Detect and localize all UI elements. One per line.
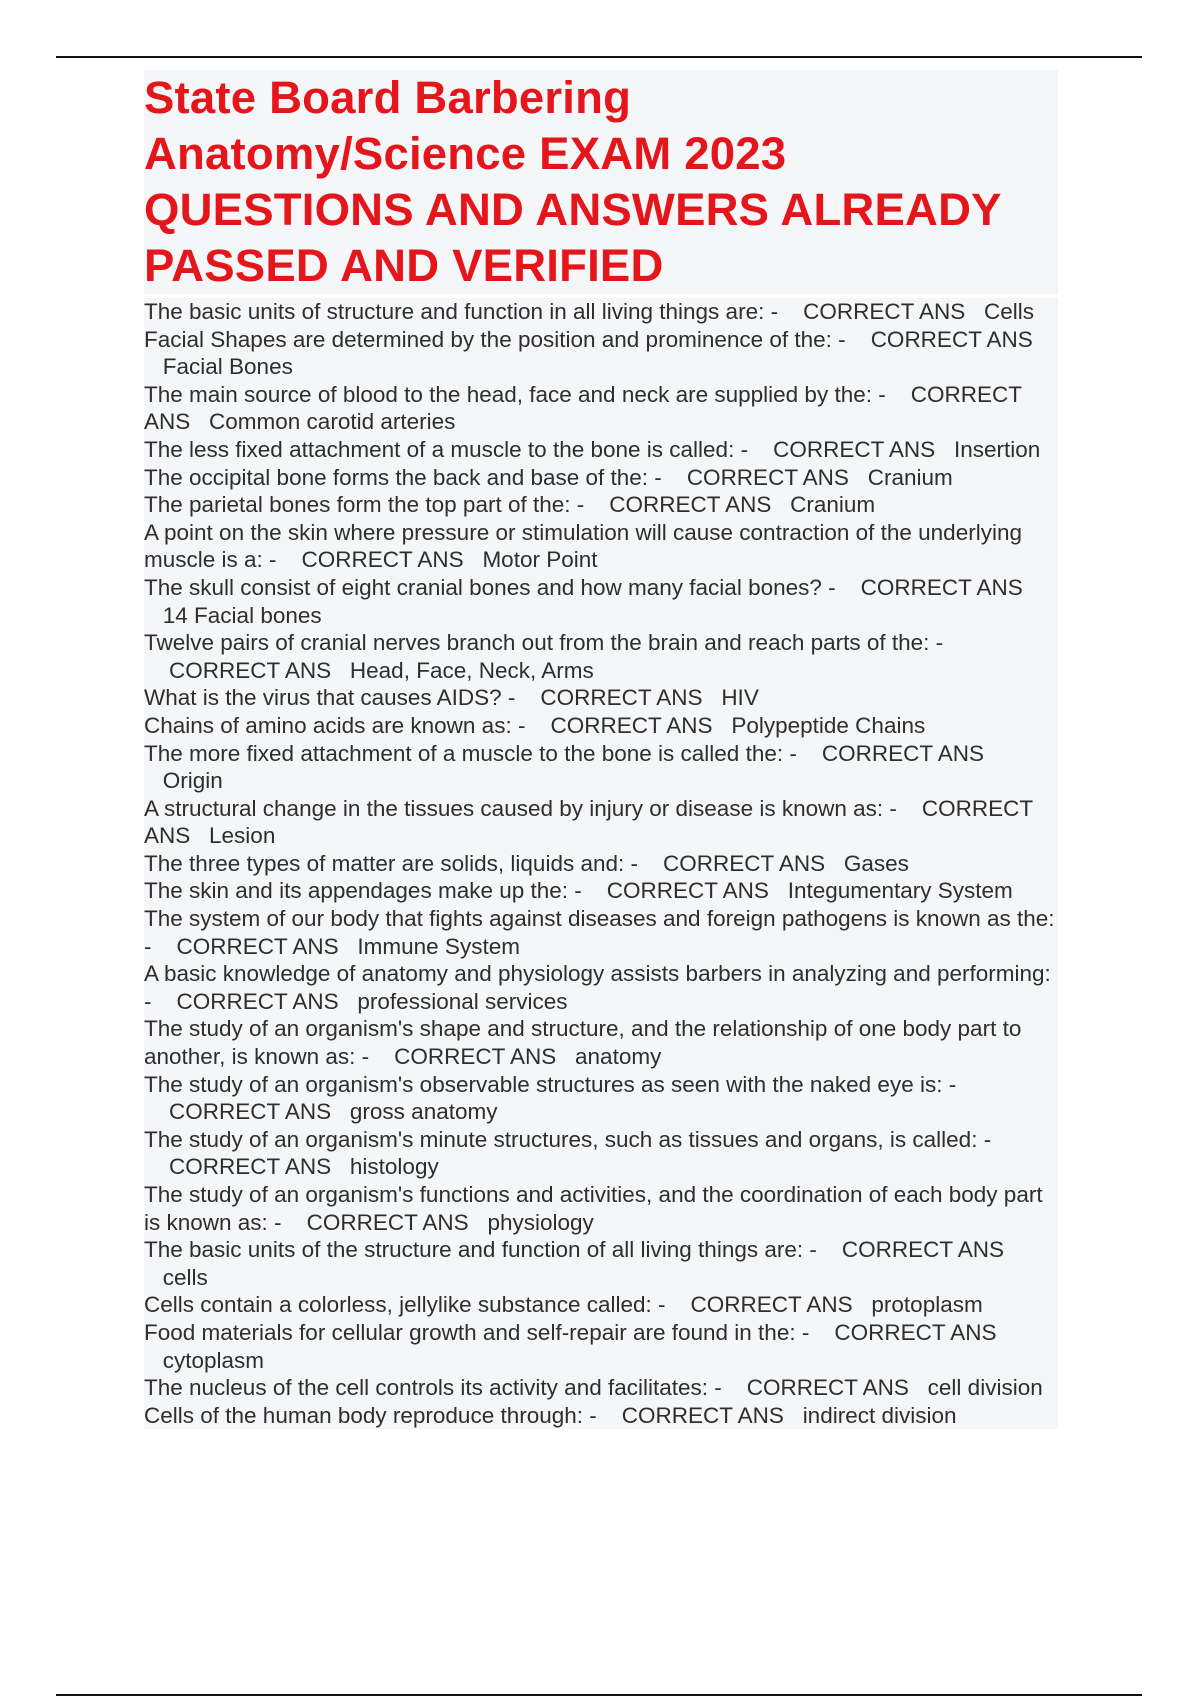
- answer-marker: CORRECT ANS: [394, 1044, 557, 1070]
- question-text: The study of an organism's minute structures, such as tissues and organs, is called: -: [144, 1126, 992, 1152]
- answer-marker: CORRECT ANS: [773, 436, 936, 462]
- answer-text: anatomy: [575, 1044, 662, 1070]
- qa-item: [144, 850, 1058, 878]
- question-text: The skull consist of eight cranial bones and how many facial bones? -: [144, 574, 836, 600]
- question-text: The study of an organism's shape and structure, and the relationship of one body part to another, is known as: -: [144, 1016, 1022, 1070]
- answer-text: Insertion: [953, 436, 1041, 462]
- question-text: The nucleus of the cell controls its activity and facilitates: -: [144, 1375, 722, 1401]
- qa-item: [144, 684, 1058, 712]
- qa-item: [144, 1291, 1058, 1319]
- answer-text: Cells: [983, 299, 1034, 324]
- answer-text: Lesion: [209, 823, 276, 849]
- answer-text: protoplasm: [871, 1292, 983, 1318]
- qa-item: [144, 436, 1058, 464]
- answer-text: gross anatomy: [349, 1099, 498, 1125]
- answer-marker: CORRECT ANS: [663, 850, 826, 876]
- qa-item: [144, 1236, 1058, 1291]
- answer-marker: CORRECT ANS: [144, 795, 1033, 849]
- answer-marker: CORRECT ANS: [169, 657, 332, 683]
- top-rule: [56, 56, 1142, 58]
- qa-item: [144, 1402, 1058, 1430]
- answer-marker: CORRECT ANS: [803, 299, 966, 324]
- answer-marker: CORRECT ANS: [746, 1375, 909, 1401]
- question-text: A structural change in the tissues caused by injury or disease is known as: -: [144, 795, 897, 821]
- question-text: The system of our body that fights against diseases and foreign pathogens is known as the: -: [144, 906, 1055, 959]
- answer-marker: CORRECT ANS: [306, 1209, 469, 1235]
- answer-marker: CORRECT ANS: [609, 492, 772, 518]
- qa-item: [144, 1126, 1058, 1181]
- answer-marker: CORRECT ANS: [841, 1237, 1004, 1263]
- question-text: A basic knowledge of anatomy and physiology assists barbers in analyzing and performing: -: [144, 961, 1051, 1014]
- answer-text: cytoplasm: [162, 1347, 265, 1373]
- qa-list: [144, 298, 1058, 1429]
- question-text: Cells contain a colorless, jellylike substance called: -: [144, 1292, 666, 1318]
- question-text: Cells of the human body reproduce through: -: [144, 1402, 597, 1428]
- answer-marker: CORRECT ANS: [621, 1402, 784, 1428]
- answer-text: Motor Point: [482, 547, 598, 573]
- qa-item: [144, 629, 1058, 684]
- answer-text: indirect division: [802, 1402, 957, 1428]
- answer-marker: CORRECT ANS: [550, 712, 713, 738]
- answer-text: cells: [162, 1264, 208, 1290]
- answer-text: Cranium: [867, 464, 953, 490]
- answer-marker: CORRECT ANS: [169, 1154, 332, 1180]
- answer-marker: CORRECT ANS: [870, 326, 1033, 352]
- answer-text: Facial Bones: [162, 354, 293, 380]
- question-text: The three types of matter are solids, liquids and: -: [144, 850, 638, 876]
- question-text: The parietal bones form the top part of the: -: [144, 492, 585, 518]
- question-text: The main source of blood to the head, face and neck are supplied by the: -: [144, 381, 886, 407]
- answer-text: Head, Face, Neck, Arms: [349, 657, 594, 683]
- question-text: The basic units of structure and function in all living things are: -: [144, 299, 779, 324]
- answer-marker: CORRECT ANS: [176, 988, 339, 1014]
- qa-item: [144, 326, 1058, 381]
- answer-marker: CORRECT ANS: [540, 685, 703, 711]
- qa-item: [144, 1015, 1058, 1070]
- answer-text: cell division: [927, 1375, 1043, 1401]
- question-text: The less fixed attachment of a muscle to the bone is called: -: [144, 436, 749, 462]
- answer-text: professional services: [357, 988, 568, 1014]
- answer-text: Cranium: [790, 492, 876, 518]
- bottom-rule: [56, 1694, 1142, 1696]
- answer-marker: CORRECT ANS: [834, 1319, 997, 1345]
- question-text: The basic units of the structure and function of all living things are: -: [144, 1237, 817, 1263]
- answer-text: histology: [349, 1154, 439, 1180]
- qa-item: [144, 1374, 1058, 1402]
- qa-item: [144, 519, 1058, 574]
- answer-marker: CORRECT ANS: [176, 933, 339, 959]
- qa-item: [144, 905, 1058, 960]
- question-text: The skin and its appendages make up the: -: [144, 878, 582, 904]
- answer-text: 14 Facial bones: [162, 602, 322, 628]
- document-page: [144, 70, 1058, 1429]
- qa-item: [144, 740, 1058, 795]
- title-line: State Board Barbering: [144, 72, 632, 123]
- title-line: Anatomy/Science EXAM 2023: [144, 128, 787, 179]
- question-text: Facial Shapes are determined by the position and prominence of the: -: [144, 326, 846, 352]
- question-text: The study of an organism's observable structures as seen with the naked eye is: -: [144, 1071, 957, 1097]
- answer-text: Immune System: [357, 933, 520, 959]
- answer-marker: CORRECT ANS: [821, 740, 984, 766]
- qa-item: [144, 298, 1058, 326]
- answer-text: Common carotid arteries: [209, 409, 456, 435]
- qa-item: [144, 464, 1058, 492]
- answer-text: Gases: [843, 850, 909, 876]
- title-line: QUESTIONS AND ANSWERS ALREADY: [144, 184, 1002, 235]
- question-text: What is the virus that causes AIDS? -: [144, 685, 516, 711]
- question-text: A point on the skin where pressure or stimulation will cause contraction of the underlying muscle is a: -: [144, 519, 1022, 573]
- answer-marker: CORRECT ANS: [606, 878, 769, 904]
- qa-item: [144, 491, 1058, 519]
- qa-item: [144, 1319, 1058, 1374]
- question-text: The study of an organism's functions and activities, and the coordination of each body part is known as: -: [144, 1182, 1043, 1235]
- answer-marker: CORRECT ANS: [686, 464, 849, 490]
- answer-marker: CORRECT ANS: [169, 1099, 332, 1125]
- question-text: Twelve pairs of cranial nerves branch out from the brain and reach parts of the: -: [144, 630, 944, 656]
- qa-item: [144, 712, 1058, 740]
- answer-text: physiology: [487, 1209, 594, 1235]
- question-text: The occipital bone forms the back and base of the: -: [144, 464, 662, 490]
- qa-item: [144, 877, 1058, 905]
- qa-item: [144, 381, 1058, 436]
- answer-marker: CORRECT ANS: [301, 547, 464, 573]
- answer-text: Integumentary System: [787, 878, 1013, 904]
- answer-text: HIV: [721, 685, 759, 711]
- answer-marker: CORRECT ANS: [860, 574, 1023, 600]
- answer-text: Origin: [162, 768, 223, 794]
- question-text: The more fixed attachment of a muscle to the bone is called the: -: [144, 740, 797, 766]
- answer-marker: CORRECT ANS: [690, 1292, 853, 1318]
- answer-marker: CORRECT ANS: [144, 381, 1022, 435]
- title-line: PASSED AND VERIFIED: [144, 240, 664, 291]
- question-text: Chains of amino acids are known as: -: [144, 712, 526, 738]
- qa-item: [144, 1181, 1058, 1236]
- qa-item: [144, 795, 1058, 850]
- answer-text: Polypeptide Chains: [731, 712, 926, 738]
- qa-item: [144, 1071, 1058, 1126]
- qa-item: [144, 574, 1058, 629]
- qa-item: [144, 960, 1058, 1015]
- question-text: Food materials for cellular growth and self-repair are found in the: -: [144, 1319, 810, 1345]
- document-title: [144, 70, 1058, 294]
